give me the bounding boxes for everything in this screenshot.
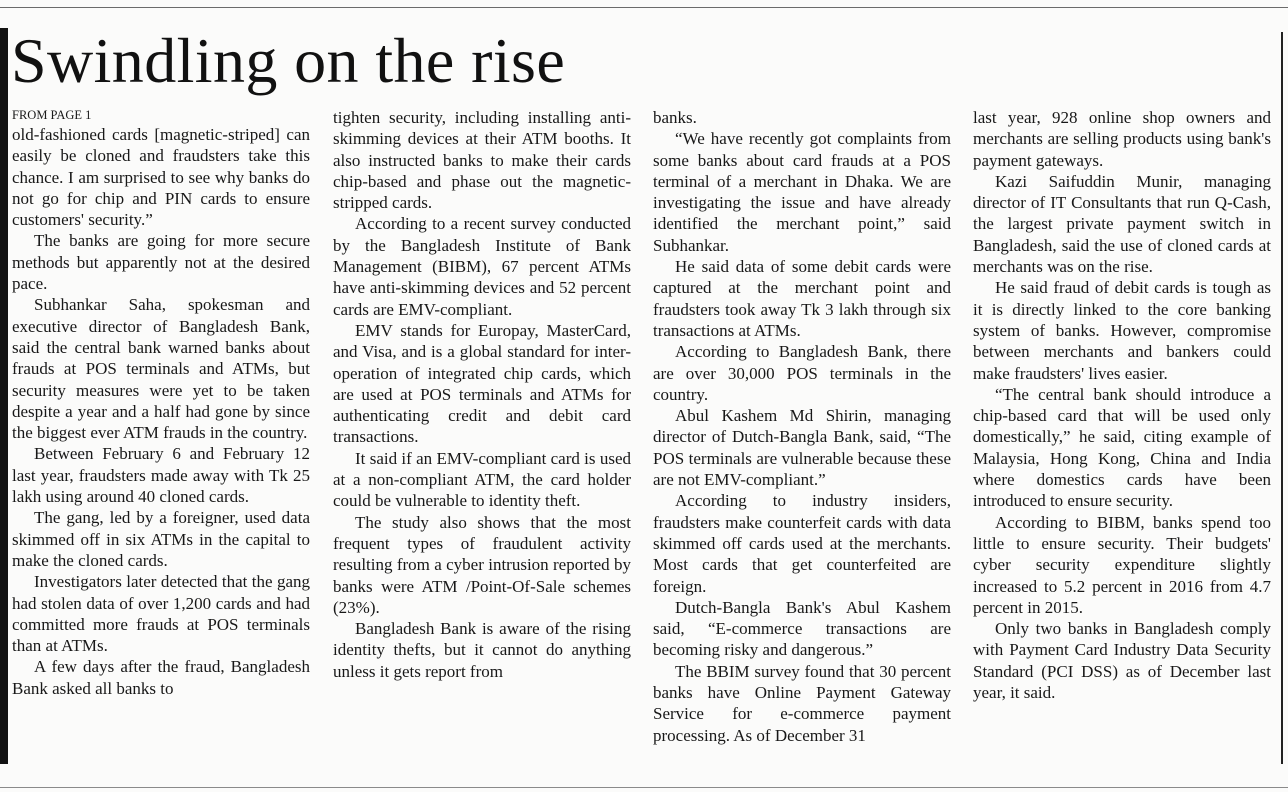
paragraph: Dutch-Bangla Bank's Abul Kashem said, “E-commerce transactions are becoming risky and dangerous.” [653, 597, 951, 660]
paragraph: According to Bangladesh Bank, there are over 30,000 POS terminals in the country. [653, 342, 951, 404]
paragraph: old-fashioned cards [magnetic-striped] can easily be cloned and fraudsters take this chance. I am surprised to see why banks do not go for chip and PIN cards to ensure customers' security.” [12, 125, 310, 230]
article-column-2 [333, 107, 631, 682]
paragraph: Abul Kashem Md Shirin, managing director of Dutch-Bangla Bank, said, “The POS terminals are vulnerable because these are not EMV-compliant.” [653, 406, 951, 490]
paragraph: He said data of some debit cards were captured at the merchant point and fraudsters took away Tk 3 lakh through six transactions at ATMs. [653, 257, 951, 340]
paragraph: The BBIM survey found that 30 percent banks have Online Payment Gateway Service for e-commerce payment processing. As of December 31 [653, 661, 951, 745]
article-column-1 [12, 124, 310, 699]
paragraph: EMV stands for Europay, MasterCard, and Visa, and is a global standard for inter-operation of integrated chip cards, which are used at POS terminals and ATMs for authenticating credit and debit card transactions. [333, 320, 631, 447]
paragraph: The study also shows that the most frequent types of fraudulent activity resulting from a cyber intrusion reported by banks were ATM /Point-Of-Sale schemes (23%). [333, 512, 631, 617]
paragraph: last year, 928 online shop owners and merchants are selling products using bank's payment gateways. [973, 108, 1271, 170]
paragraph: Only two banks in Bangladesh comply with Payment Card Industry Data Security Standard (PCI DSS) as of December last year, it said. [973, 619, 1271, 703]
right-column-rule [1281, 32, 1283, 764]
headline: Swindling on the rise [11, 25, 566, 96]
paragraph: Subhankar Saha, spokesman and executive director of Bangladesh Bank, said the central bank warned banks about frauds at POS terminals and ATMs, but security measures were yet to be taken despite a year and a half had gone by since the biggest ever ATM frauds in the country. [12, 295, 310, 443]
paragraph: banks. [653, 108, 697, 127]
jump-label: FROM PAGE 1 [12, 108, 92, 122]
article-column-4 [973, 107, 1271, 703]
paragraph: “The central bank should introduce a chip-based card that will be used only domestically,” he said, citing example of Malaysia, Hong Kong, China and India where domestics cards have been introduced to ensure security. [973, 384, 1271, 511]
paragraph: Investigators later detected that the gang had stolen data of over 1,200 cards and had committed more frauds at POS terminals than at ATMs. [12, 572, 310, 656]
left-page-edge [0, 28, 8, 764]
paragraph: tighten security, including installing anti-skimming devices at their ATM booths. It also instructed banks to make their cards chip-based and phase out the magnetic-stripped cards. [333, 108, 631, 213]
paragraph: According to industry insiders, fraudsters make counterfeit cards with data skimmed off cards used at the merchants. Most cards that get counterfeited are foreign. [653, 491, 951, 596]
bottom-rule [0, 787, 1288, 788]
paragraph: According to BIBM, banks spend too little to ensure security. Their budgets' cyber security expenditure slightly increased to 5.2 percent in 2016 from 4.7 percent in 2015. [973, 512, 1271, 617]
paragraph: According to a recent survey conducted by the Bangladesh Institute of Bank Management (BIBM), 67 percent ATMs have anti-skimming devices and 52 percent cards are EMV-compliant. [333, 214, 631, 319]
paragraph: Kazi Saifuddin Munir, managing director of IT Consultants that run Q-Cash, the largest private payment switch in Bangladesh, said the use of cloned cards at merchants was on the rise. [973, 171, 1271, 277]
paragraph: It said if an EMV-compliant card is used at a non-compliant ATM, the card holder could be vulnerable to identity theft. [333, 448, 631, 511]
paragraph: The gang, led by a foreigner, used data skimmed off in six ATMs in the capital to make the cloned cards. [12, 508, 310, 570]
paragraph: A few days after the fraud, Bangladesh Bank asked all banks to [12, 657, 310, 698]
top-rule [0, 7, 1288, 8]
paragraph: He said fraud of debit cards is tough as it is directly linked to the core banking system of banks. However, compromise between merchants and bankers could make fraudsters' lives easier. [973, 278, 1271, 383]
paragraph: The banks are going for more secure methods but apparently not at the desired pace. [12, 231, 310, 294]
paragraph: Between February 6 and February 12 last year, fraudsters made away with Tk 25 lakh using around 40 cloned cards. [12, 444, 310, 507]
article-column-3 [653, 107, 951, 746]
paragraph: “We have recently got complaints from some banks about card frauds at a POS terminal of a merchant in Dhaka. We are investigating the issue and have already identified the merchant point,” said Subhankar. [653, 129, 951, 255]
paragraph: Bangladesh Bank is aware of the rising identity thefts, but it cannot do anything unless it gets report from [333, 619, 631, 681]
